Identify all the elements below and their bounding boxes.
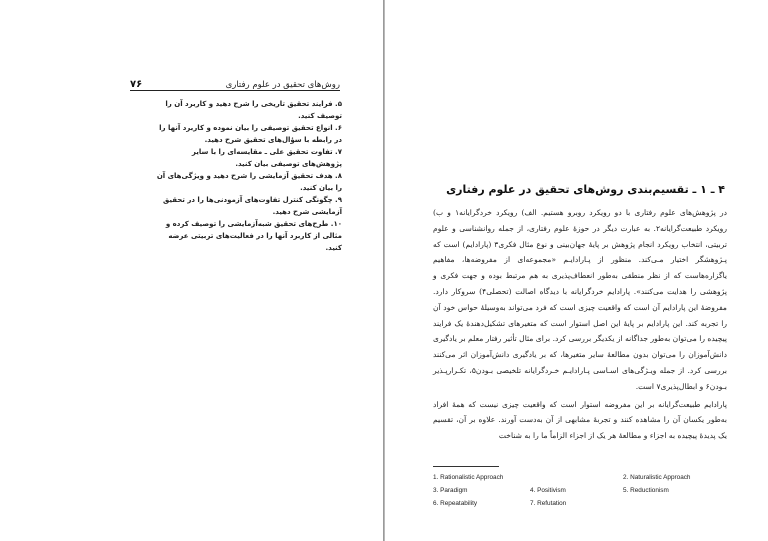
footnote-7: 7. Refutation xyxy=(530,500,567,507)
section-title: ۴ ـ ۱ ـ تقسیم‌بندی روش‌های تحقیق در علوم رفتاری xyxy=(446,183,725,196)
right-page xyxy=(385,0,768,541)
footnote-5: 5. Reductionism xyxy=(623,487,669,494)
paragraph-1: در پژوهش‌های علوم رفتاری با دو رویکرد روبرو هستیم. الف) رویکرد خردگرایانه۱ و ب) رویکرد طبیعت‌گرایانه۲. به عبارت دیگر در حوزهٔ علوم رفتاری، از جمله روانشناسی و علوم تربیتی، انتخاب رویکرد انجام پژوهش بر پایهٔ جهان‌بینی و نوع مثال فکری۳ (پارادایم) است که پـژوهشگر اختیار مـی‌کند. منظور از پـارادایـم «مجموعه‌ای از مفروضه‌ها، مفاهیم یاگزاره‌هاست که از نظر منطقی به‌طور انعطاف‌پذیری به هم مرتبط بوده و جهت فکری و پژوهشی را هدایت می‌کنند». پارادایم خردگرایانه با دیدگاه اصالت (تحصلی۴) سروکار دارد. مفروضهٔ این پارادایم آن است که واقعیت چیزی است که فرد می‌تواند به‌وسیلهٔ حواس خود آن را تجربه کند. این پارادایم بر پایهٔ این اصل استوار است که متغیرهای تشکیل‌دهندهٔ یک فرایند پیچیده را می‌توان به‌طور جداگانه از یکدیگر بررسی کرد. برای مثال تأثیر رفتار معلم بر یادگیری دانش‌آموزان را می‌توان بدون مطالعهٔ سایر متغیرها، که بر یادگیری دانش‌آموزان اثر می‌کنند بررسی کرد. از جمله ویـژگی‌های اسـاسی پـارادایـم خـردگرایانه تلخیصی بـودن۵، تکـرارپـذیر بـودن۶ و ابطال‌پذیری۷ است. xyxy=(433,208,728,391)
list-item: ۸. هدف تحقیق آزمایشی را شرح دهید و ویژگی‌های آن را بیان کنید. xyxy=(156,172,342,192)
body-text xyxy=(433,205,727,444)
footnote-6: 6. Repeatability xyxy=(433,500,478,507)
footnote-1: 1. Rationalistic Approach xyxy=(433,474,504,481)
paragraph-2: پارادایم طبیعت‌گرایانه بر این مفروضه استوار است که واقعیت چیزی نیست که همهٔ افراد به‌طور یکسان آن را مشاهده کنند و تجربهٔ مشابهی از آن به‌دست آورند. علاوه بر آن، تقسیم یک پدیدهٔ پیچیده به اجزاء و مطالعهٔ هر یک از اجزاء الزاماً ما را به شناخت xyxy=(433,399,727,441)
footnote-divider xyxy=(433,466,499,467)
page-number: ۷۶ xyxy=(130,79,143,90)
list-item: ۵. فرایند تحقیق تاریخی را شرح دهید و کاربرد آن را توصیف کنید. xyxy=(165,100,342,120)
running-title: روش‌های تحقیق در علوم رفتاری xyxy=(225,80,340,90)
footnote-3: 3. Paradigm xyxy=(433,487,468,494)
page-header xyxy=(130,74,340,91)
list-item: ۷. تفاوت تحقیق علی ـ مقایسه‌ای را با سایر پژوهش‌های توصیفی بیان کنید. xyxy=(191,148,342,168)
footnote-2: 2. Naturalistic Approach xyxy=(623,474,691,481)
question-list xyxy=(150,98,342,254)
list-item: ۹. چگونگی کنترل تفاوت‌های آزمودنی‌ها را در تحقیق آزمایشی شرح دهید. xyxy=(163,196,342,216)
list-item: ۱۰. طرح‌های تحقیق شبه‌آزمایشی را توصیف کرده و مثالی از کاربرد آنها را در فعالیت‌های تربیتی عرضه کنید. xyxy=(165,220,342,252)
footnote-4: 4. Positivism xyxy=(530,487,566,494)
list-item: ۶. انواع تحقیق توصیفی را بیان نموده و کاربرد آنها را در رابطه با سؤال‌های تحقیق شرح دهید. xyxy=(159,124,342,144)
